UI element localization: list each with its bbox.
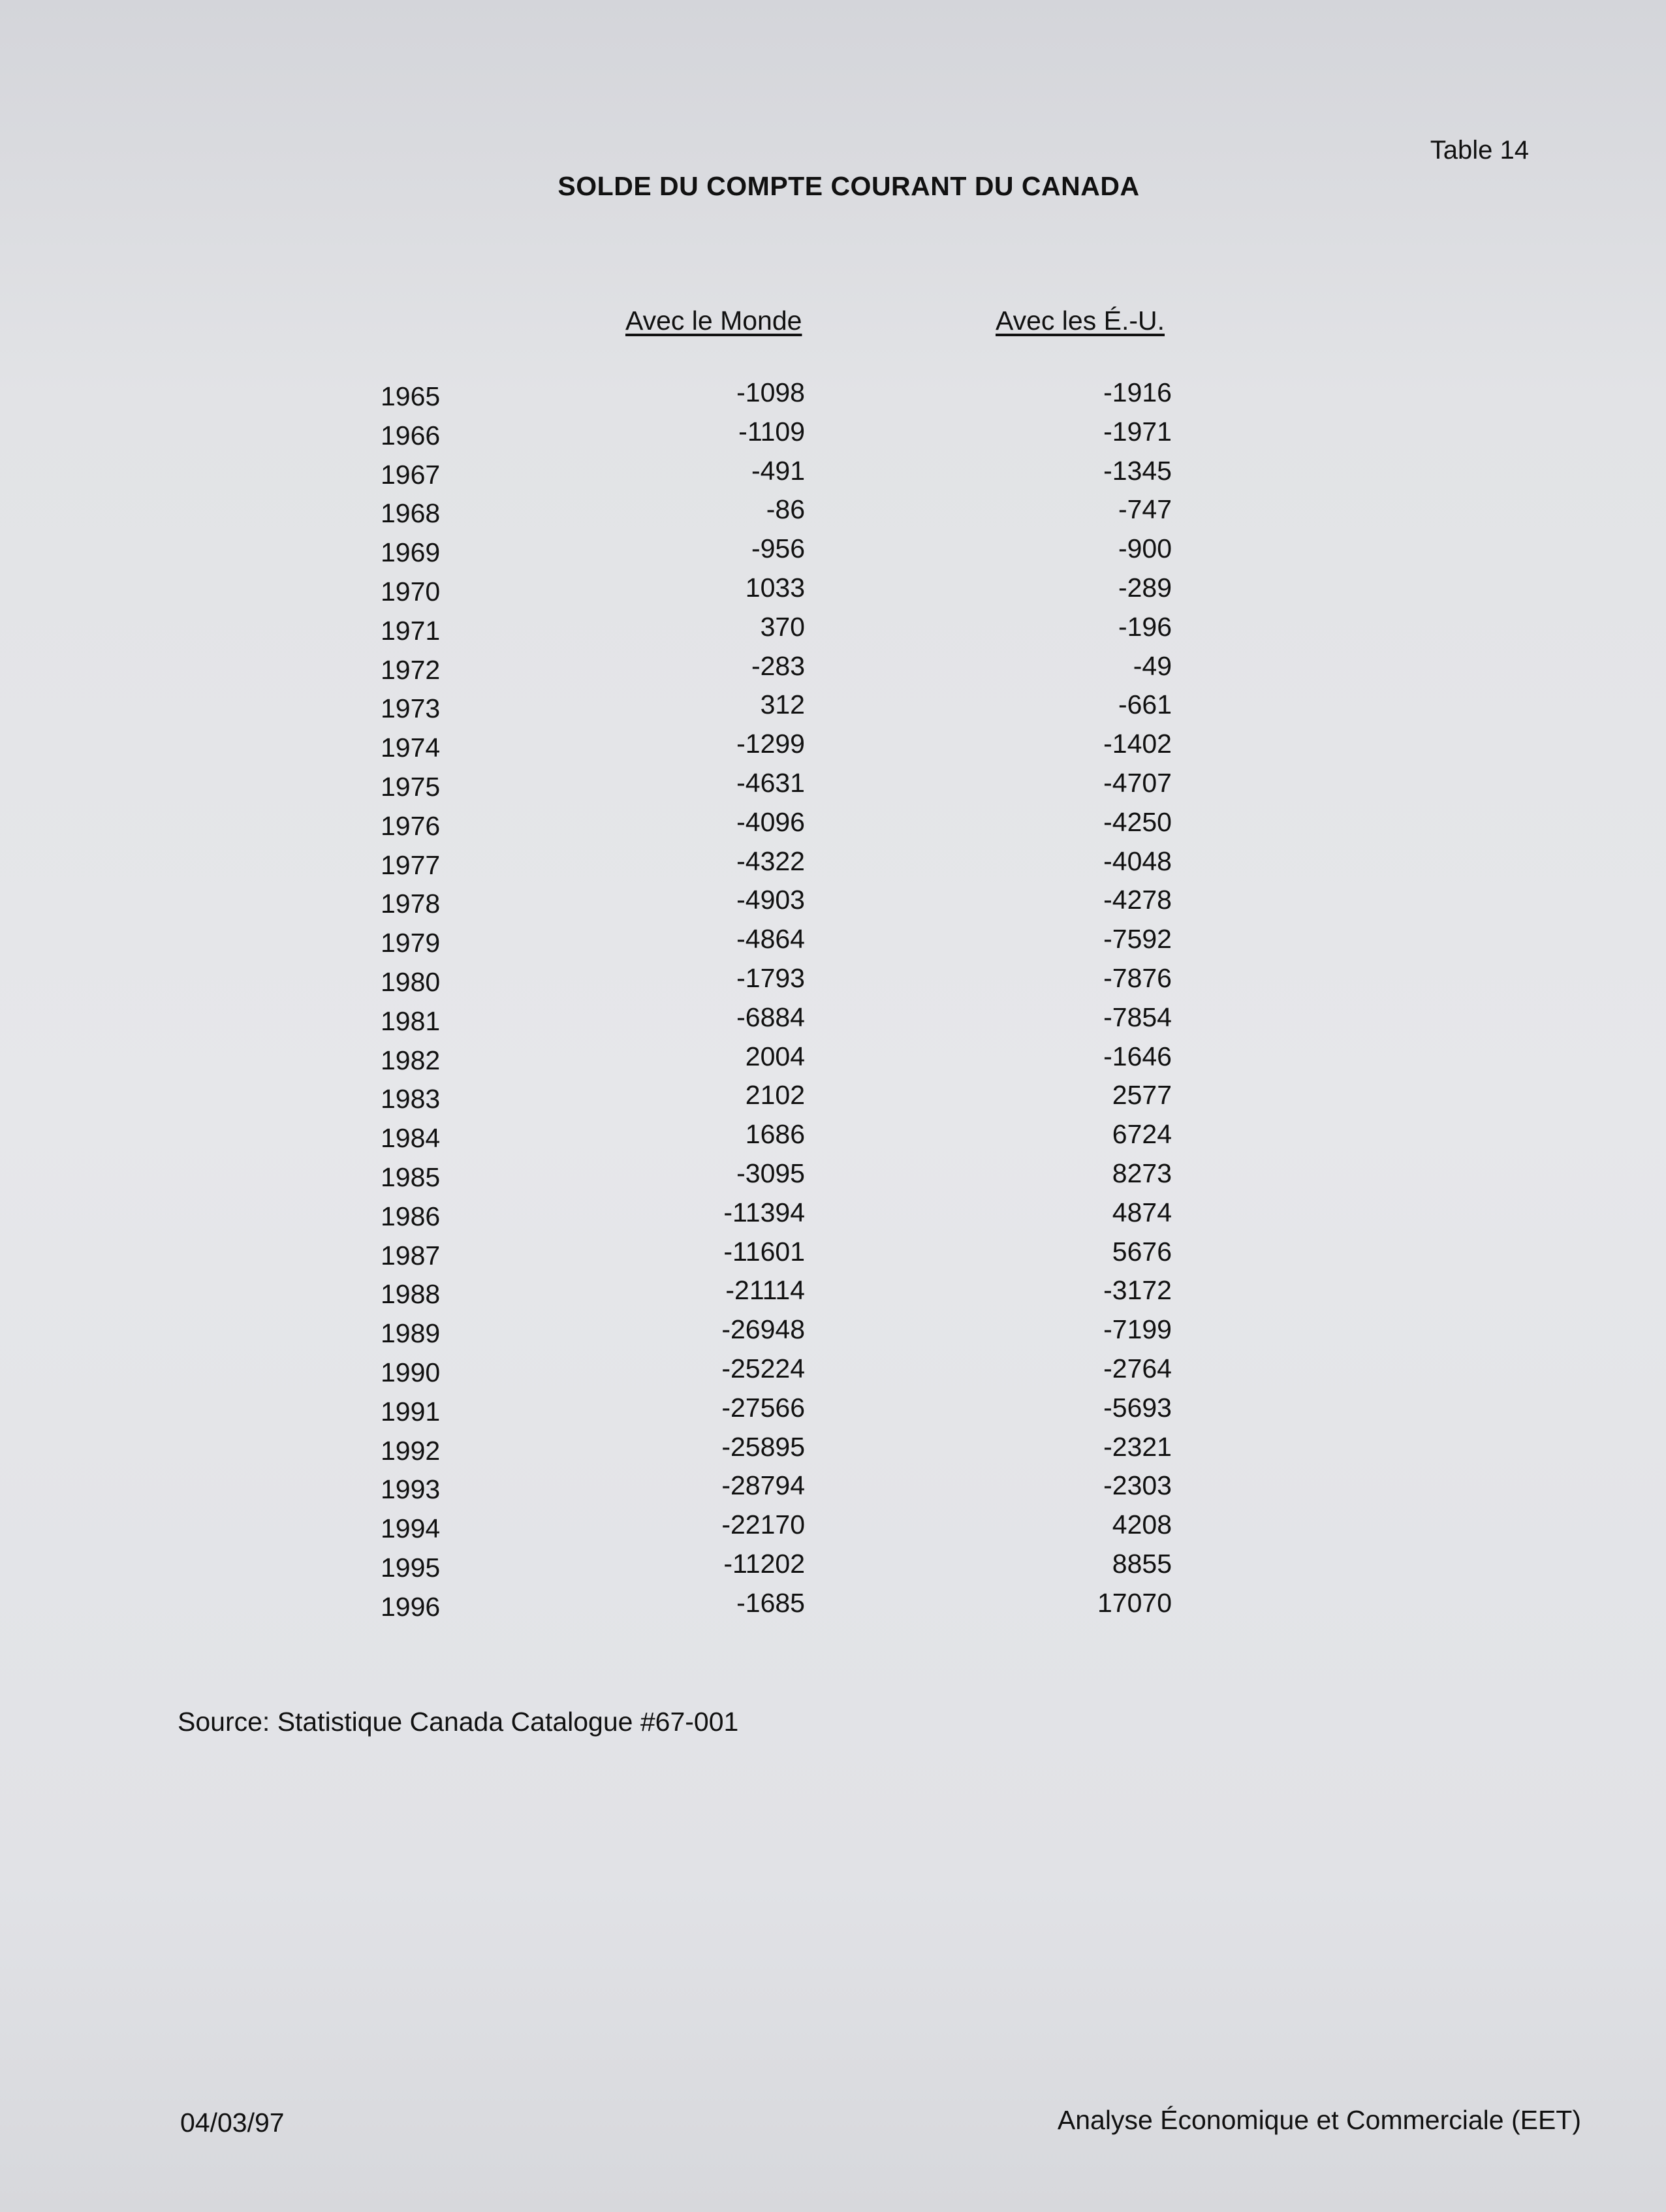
monde-value-cell: -4322 xyxy=(736,845,805,876)
eu-value-cell: -2321 xyxy=(1103,1431,1172,1462)
footer-date: 04/03/97 xyxy=(180,2108,285,2138)
year-cell: 1973 xyxy=(381,693,441,724)
document-title: SOLDE DU COMPTE COURANT DU CANADA xyxy=(558,171,1140,201)
eu-value-cell: -4250 xyxy=(1103,806,1172,837)
eu-value-cell: -289 xyxy=(1118,572,1172,603)
year-cell: 1994 xyxy=(381,1513,441,1544)
table-row xyxy=(0,689,1666,729)
year-cell: 1982 xyxy=(381,1045,441,1075)
monde-value-cell: 2004 xyxy=(745,1041,805,1071)
year-cell: 1986 xyxy=(381,1201,441,1231)
eu-value-cell: -3172 xyxy=(1103,1275,1172,1306)
monde-value-cell: -11601 xyxy=(723,1236,805,1267)
data-table xyxy=(0,377,1666,1627)
eu-value-cell: -1646 xyxy=(1103,1041,1172,1071)
table-row xyxy=(0,768,1666,807)
year-cell: 1985 xyxy=(381,1161,441,1192)
eu-value-cell: -2303 xyxy=(1103,1470,1172,1501)
year-cell: 1988 xyxy=(381,1279,441,1310)
year-cell: 1968 xyxy=(381,498,441,529)
year-cell: 1979 xyxy=(381,928,441,958)
eu-value-cell: -7876 xyxy=(1103,962,1172,993)
monde-value-cell: -4864 xyxy=(736,924,805,955)
year-cell: 1966 xyxy=(381,420,441,450)
monde-value-cell: -4631 xyxy=(736,767,805,798)
year-cell: 1975 xyxy=(381,771,441,802)
table-row xyxy=(0,1197,1666,1237)
year-cell: 1976 xyxy=(381,810,441,841)
year-cell: 1984 xyxy=(381,1123,441,1154)
monde-value-cell: -1109 xyxy=(738,416,805,447)
table-row xyxy=(0,651,1666,690)
table-row xyxy=(0,494,1666,533)
year-cell: 1989 xyxy=(381,1318,441,1349)
monde-value-cell: -11394 xyxy=(723,1197,805,1227)
monde-value-cell: -283 xyxy=(751,650,805,681)
table-row xyxy=(0,924,1666,963)
monde-value-cell: -6884 xyxy=(736,1002,805,1032)
eu-value-cell: -1971 xyxy=(1103,416,1172,447)
table-row xyxy=(0,1588,1666,1627)
monde-value-cell: -86 xyxy=(766,494,805,525)
year-cell: 1970 xyxy=(381,576,441,607)
eu-value-cell: 6724 xyxy=(1112,1119,1172,1150)
table-row xyxy=(0,1549,1666,1588)
year-cell: 1974 xyxy=(381,733,441,763)
year-cell: 1996 xyxy=(381,1591,441,1622)
monde-value-cell: -1299 xyxy=(736,729,805,759)
eu-value-cell: -5693 xyxy=(1103,1392,1172,1423)
monde-value-cell: -1793 xyxy=(736,962,805,993)
table-row xyxy=(0,377,1666,417)
monde-value-cell: -27566 xyxy=(721,1392,805,1423)
monde-value-cell: -1098 xyxy=(736,377,805,407)
eu-value-cell: -49 xyxy=(1133,650,1172,681)
eu-value-cell: -7199 xyxy=(1103,1314,1172,1345)
monde-value-cell: 1686 xyxy=(745,1119,805,1150)
monde-value-cell: 1033 xyxy=(745,572,805,603)
monde-value-cell: -21114 xyxy=(725,1275,805,1306)
eu-value-cell: 2577 xyxy=(1112,1080,1172,1111)
table-row xyxy=(0,456,1666,495)
monde-value-cell: 2102 xyxy=(745,1080,805,1111)
table-row xyxy=(0,417,1666,456)
monde-value-cell: -22170 xyxy=(721,1509,805,1540)
eu-value-cell: 5676 xyxy=(1112,1236,1172,1267)
monde-value-cell: -11202 xyxy=(723,1548,805,1579)
year-cell: 1977 xyxy=(381,849,441,880)
year-cell: 1987 xyxy=(381,1240,441,1271)
eu-value-cell: -4707 xyxy=(1103,767,1172,798)
table-row xyxy=(0,807,1666,846)
year-cell: 1972 xyxy=(381,654,441,685)
table-row xyxy=(0,846,1666,885)
year-cell: 1992 xyxy=(381,1435,441,1466)
table-row xyxy=(0,1353,1666,1393)
eu-value-cell: 17070 xyxy=(1097,1587,1172,1618)
table-row xyxy=(0,1470,1666,1509)
monde-value-cell: -491 xyxy=(751,455,805,486)
eu-value-cell: 4874 xyxy=(1112,1197,1172,1227)
table-row xyxy=(0,963,1666,1002)
eu-value-cell: -4278 xyxy=(1103,885,1172,915)
year-cell: 1965 xyxy=(381,381,441,411)
monde-value-cell: -956 xyxy=(751,533,805,564)
table-row xyxy=(0,1080,1666,1119)
eu-value-cell: -747 xyxy=(1118,494,1172,525)
eu-value-cell: -900 xyxy=(1118,533,1172,564)
eu-value-cell: 8855 xyxy=(1112,1548,1172,1579)
monde-value-cell: -25224 xyxy=(721,1353,805,1383)
table-number-label: Table 14 xyxy=(1430,136,1529,165)
year-cell: 1981 xyxy=(381,1005,441,1036)
table-row xyxy=(0,533,1666,573)
monde-value-cell: 312 xyxy=(760,689,805,720)
year-cell: 1967 xyxy=(381,459,441,490)
table-row xyxy=(0,729,1666,768)
eu-value-cell: -1402 xyxy=(1103,729,1172,759)
monde-value-cell: -4096 xyxy=(736,806,805,837)
table-row xyxy=(0,1314,1666,1353)
eu-value-cell: -7592 xyxy=(1103,924,1172,955)
eu-value-cell: -2764 xyxy=(1103,1353,1172,1383)
table-row xyxy=(0,1002,1666,1041)
monde-value-cell: -1685 xyxy=(736,1587,805,1618)
eu-value-cell: 8273 xyxy=(1112,1158,1172,1188)
monde-value-cell: -3095 xyxy=(736,1158,805,1188)
monde-value-cell: -4903 xyxy=(736,885,805,915)
monde-value-cell: -26948 xyxy=(721,1314,805,1345)
year-cell: 1969 xyxy=(381,537,441,568)
eu-value-cell: -196 xyxy=(1118,611,1172,642)
eu-value-cell: 4208 xyxy=(1112,1509,1172,1540)
eu-value-cell: -4048 xyxy=(1103,845,1172,876)
year-cell: 1993 xyxy=(381,1474,441,1505)
table-row xyxy=(0,1158,1666,1197)
table-row xyxy=(0,1237,1666,1276)
year-cell: 1991 xyxy=(381,1396,441,1427)
year-cell: 1978 xyxy=(381,889,441,919)
monde-value-cell: 370 xyxy=(760,611,805,642)
table-row xyxy=(0,1432,1666,1471)
table-row xyxy=(0,885,1666,924)
table-row xyxy=(0,573,1666,612)
table-row xyxy=(0,1041,1666,1081)
table-row xyxy=(0,1119,1666,1158)
table-row xyxy=(0,1393,1666,1432)
eu-value-cell: -1345 xyxy=(1103,455,1172,486)
column-header-monde: Avec le Monde xyxy=(625,306,802,336)
column-header-eu: Avec les É.-U. xyxy=(996,306,1165,336)
eu-value-cell: -7854 xyxy=(1103,1002,1172,1032)
year-cell: 1971 xyxy=(381,615,441,646)
source-note: Source: Statistique Canada Catalogue #67-001 xyxy=(178,1707,739,1737)
year-cell: 1983 xyxy=(381,1084,441,1114)
year-cell: 1995 xyxy=(381,1552,441,1583)
table-row xyxy=(0,1275,1666,1314)
year-cell: 1980 xyxy=(381,966,441,997)
eu-value-cell: -1916 xyxy=(1103,377,1172,407)
eu-value-cell: -661 xyxy=(1118,689,1172,720)
table-row xyxy=(0,1509,1666,1549)
monde-value-cell: -28794 xyxy=(721,1470,805,1501)
footer-organization: Analyse Économique et Commerciale (EET) xyxy=(1057,2105,1581,2135)
monde-value-cell: -25895 xyxy=(721,1431,805,1462)
year-cell: 1990 xyxy=(381,1357,441,1387)
table-row xyxy=(0,612,1666,651)
